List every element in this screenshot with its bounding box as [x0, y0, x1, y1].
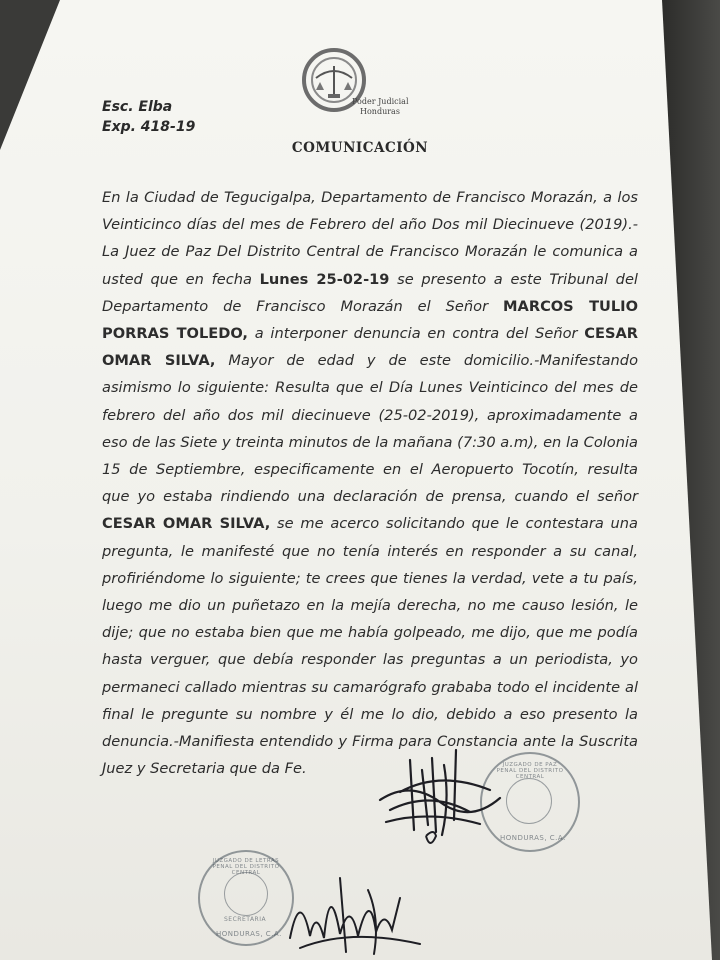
signature-upper-icon	[370, 740, 510, 850]
stamp-bottom-text: HONDURAS, C.A.	[216, 930, 282, 938]
stamp-emblem-icon	[224, 872, 268, 916]
text-segment: En la Ciudad de Tegucigalpa, Departamento de Francisco Morazán, a los Veinticinco días del mes de Febrero del año Dos mil Diecinueve (2019).-La Juez de Paz Del Distrito Central de Francisco Morazán le comunica a usted que en fecha	[102, 189, 638, 288]
stamp-center-text: SECRETARIA	[224, 916, 267, 923]
stamp-bottom-text: HONDURAS, C.A.	[500, 834, 566, 842]
text-segment: se presento a este Tribunal del Departamento de Francisco Morazán el Señor	[102, 270, 638, 315]
bold-text-segment: Lunes 25-02-19	[259, 270, 390, 288]
bold-text-segment: MARCOS TULIO PORRAS TOLEDO,	[102, 297, 639, 343]
stamp-emblem-icon	[506, 778, 552, 824]
text-segment: a interponer denuncia en contra del Señor	[247, 325, 585, 343]
stamp-ring-text: JUZGADO DE PAZ PENAL DEL DISTRITO CENTRAL	[496, 762, 564, 780]
body-paragraph	[102, 184, 638, 782]
clerk-reference: Esc. Elba	[102, 99, 173, 115]
document-reference	[102, 97, 195, 137]
logo-caption: Poder Judicial Honduras	[352, 97, 409, 116]
bold-text-segment: CESAR OMAR SILVA,	[102, 325, 638, 370]
document-body	[102, 184, 638, 782]
file-number: Exp. 418-19	[102, 119, 196, 135]
stamp-ring-text: JUZGADO DE LETRAS PENAL DEL DISTRITO CENTRAL	[212, 858, 280, 876]
bold-text-segment: CESAR OMAR SILVA,	[102, 515, 271, 533]
text-segment: se me acerco solicitando que le contestara una pregunta, le manifesté que no tenía interés en responder a su canal, profiriéndome lo siguiente; te crees que tienes la verdad, vete a tu país, luego me dio un puñetazo en la mejía derecha, no me causo lesión, le dije; que no estaba bien que me había golpeado, me dijo, que me podía hasta verguer, que debía responder las preguntas a un periodista, yo permaneci callado mientras su camarógrafo grababa todo el incidente al final le pregunte su nombre y él me lo dio, debido a eso presento la denuncia.-Manifiesta entendido y Firma para Constancia ante la Suscrita Juez y Secretaria que da Fe.	[102, 515, 638, 778]
text-segment: Mayor de edad y de este domicilio.-Manifestando asimismo lo siguiente: Resulta que el Día Lunes Veinticinco del mes de febrero del año dos mil diecinueve (25-02-2019), aproximadamente a eso de las Siete y treinta minutos de la mañana (7:30 a.m), en la Colonia 15 de Septiembre, especificamente en el Aeropuerto Tocotín, resulta que yo estaba rindiendo una declaración de prensa, cuando el señor	[102, 352, 638, 506]
signature-lower-icon	[280, 868, 430, 958]
document-title: COMUNICACIÓN	[291, 140, 429, 156]
